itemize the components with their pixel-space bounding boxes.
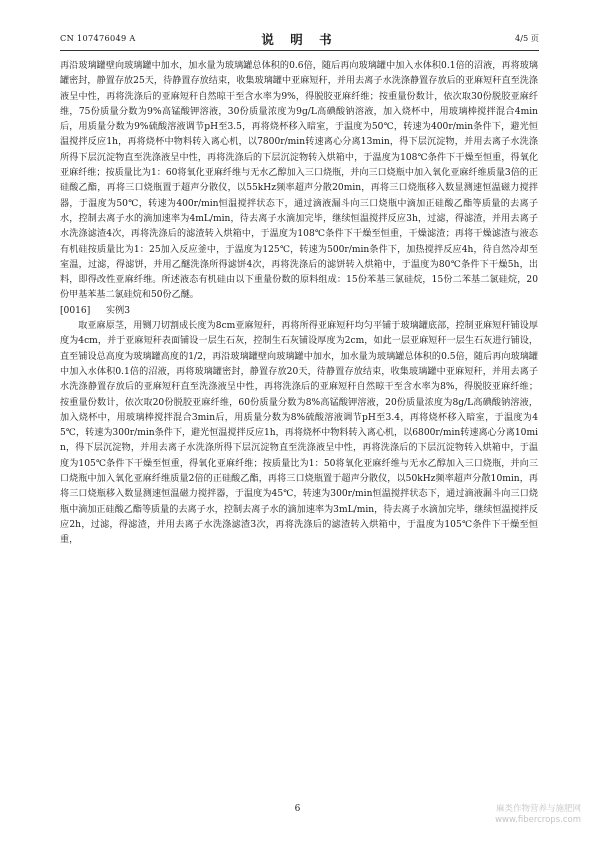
watermark-site-name: 麻类作物营养与施肥网: [495, 804, 581, 814]
paragraph-number: [0016]: [60, 305, 91, 316]
page-header: [60, 30, 539, 46]
section-heading: [60, 304, 538, 319]
header-rule: [60, 50, 539, 51]
section-title: 实例3: [106, 305, 130, 316]
document-title: 说 明 书: [261, 32, 338, 47]
watermark: [495, 804, 581, 826]
document-body: [60, 59, 538, 549]
patent-number: CN 107476049 A: [60, 33, 136, 43]
paragraph-example3: 取亚麻原茎，用铡刀切割成长度为8cm亚麻短秆，再将所得亚麻短秆均匀平铺于玻璃罐底部，控制亚麻短秆铺设厚度为4cm，并于亚麻短秆表面铺设一层生石灰，控制生石灰铺设厚度为2cm，如此一层亚麻短秆一层生石灰进行铺设，直至铺设总高度为玻璃罐高度的1/2，再沿玻璃罐壁向玻璃罐中加水，加水量为玻璃罐总体积的0.5倍，随后再向玻璃罐中加入水体积0.1倍的沼液，再将玻璃罐密封，静置存放20天，待静置存放结束，收集玻璃罐中亚麻短秆，并用去离子水洗涤静置存放后的亚麻短秆直至洗涤液呈中性，再将洗涤后的亚麻短秆自然晾干至含水率为8%，得脱胶亚麻纤维；按重量份数计，依次取20份脱胶亚麻纤维，60份质量分数为8%高锰酸钾溶液，20份质量浓度为8g/L高碘酸钠溶液，加入烧杯中，用玻璃棒搅拌混合3min后，用质量分数为8%硫酸溶液调节pH至3.4，再将烧杯移入暗室，于温度为45℃，转速为300r/min条件下，避光恒温搅拌反应1h，再将烧杯中物料转入离心机，以6800r/min转速离心分离10min，得下层沉淀物，并用去离子水洗涤所得下层沉淀物直至洗涤液呈中性，再将洗涤后的下层沉淀物转入烘箱中，于温度为105℃条件下干燥至恒重，得氧化亚麻纤维；按质量比为1：50将氧化亚麻纤维与无水乙醇加入三口烧瓶，并向三口烧瓶中加入氧化亚麻纤维质量2倍的正硅酸乙酯，再将三口烧瓶置于超声分散仪，以50kHz频率超声分散10min，再将三口烧瓶移入数显测速恒温磁力搅拌器，于温度为45℃，转速为300r/min恒温搅拌状态下，通过滴液漏斗向三口烧瓶中滴加正硅酸乙酯等质量的去离子水，控制去离子水的滴加速率为3mL/min，待去离子水滴加完毕，继续恒温搅拌反应2h，过滤，得滤渣，并用去离子水洗涤滤渣3次，再将洗涤后的滤渣转入烘箱中，于温度为105℃条件下干燥至恒重，: [60, 321, 538, 546]
page-indicator: 4/5 页: [515, 33, 539, 43]
paragraph-continuation: 再沿玻璃罐壁向玻璃罐中加水，加水量为玻璃罐总体积的0.6倍，随后再向玻璃罐中加入水体积0.1倍的沼液，再将玻璃罐密封，静置存放25天，待静置存放结束，收集玻璃罐中亚麻短秆，并用去离子水洗涤静置存放后的亚麻短秆直至洗涤液呈中性，再将洗涤后的亚麻短秆自然晾干至含水率为9%，得脱胶亚麻纤维；按重量份数计，依次取30份脱胶亚麻纤维，75份质量分数为9%高锰酸钾溶液，30份质量浓度为9g/L高碘酸钠溶液，加入烧杯中，用玻璃棒搅拌混合4min后，用质量分数为9%硫酸溶液调节pH至3.5，再将烧杯移入暗室，于温度为50℃，转速为400r/min条件下，避光恒温搅拌反应1h，再将烧杯中物料转入离心机，以7800r/min转速离心分离13min，得下层沉淀物，并用去离子水洗涤所得下层沉淀物直至洗涤液呈中性，再将洗涤后的下层沉淀物转入烘箱中，于温度为108℃条件下干燥至恒重，得氧化亚麻纤维；按质量比为1：60将氧化亚麻纤维与无水乙醇加入三口烧瓶，并向三口烧瓶中加入氧化亚麻纤维质量3倍的正硅酸乙酯，再将三口烧瓶置于超声分散仪，以55kHz频率超声分散20min，再将三口烧瓶移入数显测速恒温磁力搅拌器，于温度为50℃，转速为400r/min恒温搅拌状态下，通过滴液漏斗向三口烧瓶中滴加正硅酸乙酯等质量的去离子水，控制去离子水的滴加速率为4mL/min，待去离子水滴加完毕，继续恒温搅拌反应3h，过滤，得滤渣，并用去离子水洗涤滤渣4次，再将洗涤后的滤渣转入烘箱中，于温度为108℃条件下干燥至恒重，干燥滤渣；再将干燥滤渣与液态有机硅按质量比为1：25加入反应釜中，于温度为125℃，转速为500r/min条件下，加热搅拌反应4h，待自然冷却至室温，过滤，得滤饼，并用乙醚洗涤所得滤饼4次，再将洗涤后的滤饼转入烘箱中，于温度为80℃条件下干燥5h，出料，即得改性亚麻纤维。所述液态有机硅由以下重量份数的原料组成：15份苯基三氯硅烷，15份二苯基二氯硅烷，20份甲基苯基二氯硅烷和50份乙醚。: [60, 61, 538, 301]
page-number: 6: [294, 804, 301, 814]
watermark-url: www.fibercrops.com: [495, 815, 581, 825]
